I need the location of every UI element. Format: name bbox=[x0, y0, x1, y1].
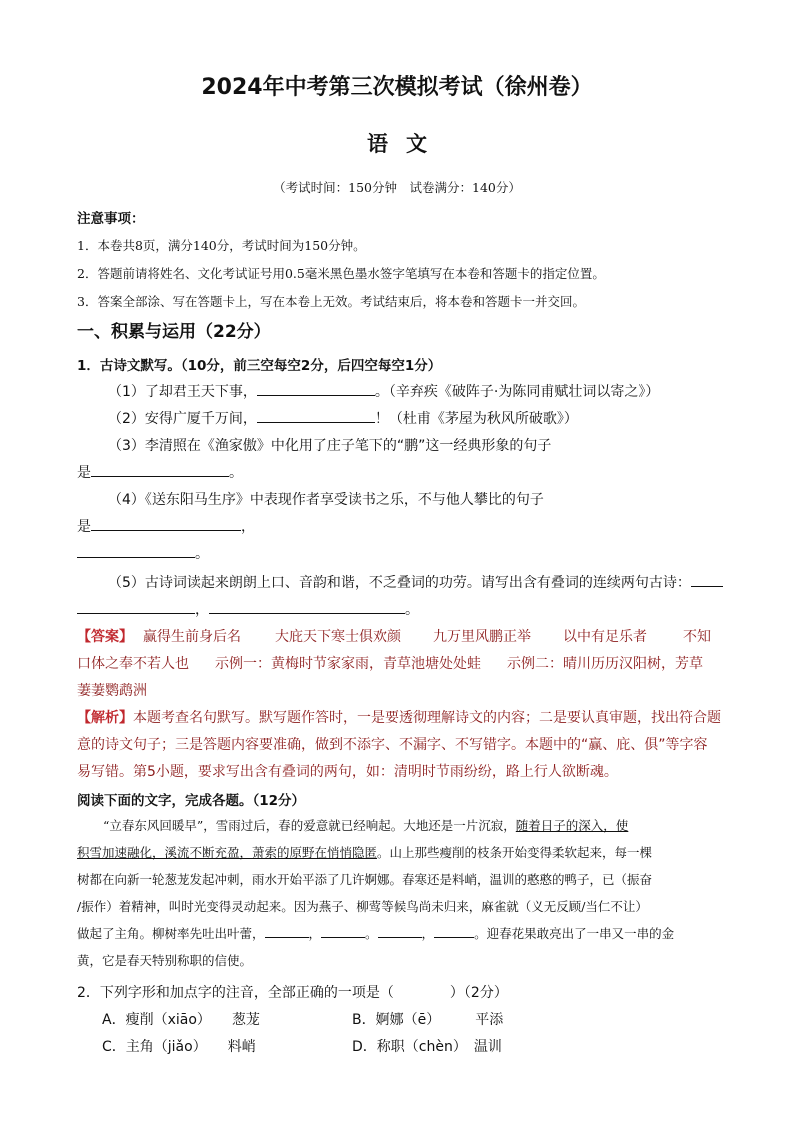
question-2-stem: 2．下列字形和加点字的注音，全部正确的一项是（ ）（2分） bbox=[77, 985, 508, 1001]
analysis-line-1: 【解析】本题考查名句默写。默写题作答时，一是要透彻理解诗文的内容；二是要认真审题，找出符合题 bbox=[77, 710, 721, 726]
answer-blank[interactable] bbox=[91, 462, 229, 477]
reading-passage: “立春东风回暖早”，雪雨过后，春的爱意就已经响起。大地还是一片沉寂，随着日子的深入，使 积雪加速融化，溪流不断充盈，萧索的原野在悄悄隐匿。山上那些瘦削的枝条开始变得柔软起来，每一棵 树都在向新一轮葱茏发起冲刺，雨水开始平添了几许婀娜。春寒还是料峭，温训的憨憨的鸭子，已（振奋 /振作）着精神，叫时光变得灵动起来。因为燕子、柳莺等候鸟尚未归来，麻雀就（义无反顾/当仁不让） 做起了主角。柳树率先吐出叶蕾， ， 。 ， 。迎春花果敢亮出了一串又一串的金 黄，它是春天特别称职的信使。 bbox=[77, 818, 675, 968]
section-heading: 一、积累与运用（22分） bbox=[77, 322, 271, 342]
q1-item-4-answer-2: 。 bbox=[77, 543, 209, 563]
option-b[interactable]: B．婀娜（ē） 平添 bbox=[352, 1012, 504, 1028]
fill-blank[interactable] bbox=[265, 923, 309, 938]
analysis-tag: 【解析】 bbox=[77, 710, 133, 726]
q1-item-2: （2）安得广厦千万间， ！（杜甫《茅屋为秋风所破歌》） bbox=[108, 408, 578, 428]
analysis-line-3: 易写错。第5小题，要求写出含有叠词的两句，如：清明时节雨纷纷，路上行人欲断魂。 bbox=[77, 764, 618, 780]
q1-item-3-answer: 是 。 bbox=[77, 462, 243, 482]
answer-line-3: 萋萋鹦鹉洲 bbox=[77, 683, 147, 699]
q1-item-3: （3）李清照在《渔家傲》中化用了庄子笔下的“鹏”这一经典形象的句子 bbox=[108, 438, 552, 454]
answer-blank[interactable] bbox=[257, 381, 375, 396]
answer-line-2: 口体之奉不若人也 示例一：黄梅时节家家雨，青草池塘处处蛙 示例二：晴川历历汉阳树，芳草 bbox=[77, 656, 703, 672]
underlined-sentence: 积雪加速融化，溪流不断充盈，萧索的原野在悄悄隐匿 bbox=[77, 845, 378, 860]
page-title: 2024年中考第三次模拟考试（徐州卷） bbox=[201, 75, 593, 100]
q1-item-5: （5）古诗词读起来朗朗上口、音韵和谐，不乏叠词的功劳。请写出含有叠词的连续两句古诗： bbox=[108, 572, 723, 592]
exam-info: （考试时间：150分钟 试卷满分：140分） bbox=[273, 180, 521, 195]
fill-blank[interactable] bbox=[434, 923, 474, 938]
notice-item: 1．本卷共8页，满分140分，考试时间为150分钟。 bbox=[77, 238, 366, 253]
answer-blank[interactable] bbox=[209, 599, 405, 614]
q1-item-4: （4）《送东阳马生序》中表现作者享受读书之乐，不与他人攀比的句子 bbox=[108, 492, 544, 508]
option-a[interactable]: A．瘦削（xiāo） 葱茏 bbox=[102, 1012, 260, 1028]
q1-item-4-answer: 是 ， bbox=[77, 516, 255, 536]
notice-item: 2．答题前请将姓名、文化考试证号用0.5毫米黑色墨水签字笔填写在本卷和答题卡的指定位置。 bbox=[77, 266, 605, 281]
option-c[interactable]: C．主角（jiǎo） 料峭 bbox=[102, 1039, 256, 1055]
q1-item-1: （1）了却君王天下事， 。（辛弃疾《破阵子·为陈同甫赋壮词以寄之》） bbox=[108, 381, 659, 401]
notice-title: 注意事项： bbox=[77, 211, 145, 227]
option-d[interactable]: D．称职（chèn） 温训 bbox=[352, 1039, 502, 1055]
answer-blank[interactable] bbox=[91, 516, 241, 531]
q1-item-5-answer: ， 。 bbox=[77, 599, 419, 619]
analysis-line-2: 意的诗文句子；三是答题内容要准确，做到不添字、不漏字、不写错字。本题中的“赢、庇、俱”等字容 bbox=[77, 737, 708, 753]
answer-line-1: 【答案】 赢得生前身后名 大庇天下寒士俱欢颜 九万里风鹏正举 以中有足乐者 不知 bbox=[77, 629, 711, 645]
answer-blank[interactable] bbox=[691, 572, 723, 587]
subject-title: 语文 bbox=[367, 132, 445, 156]
answer-blank[interactable] bbox=[77, 599, 195, 614]
fill-blank[interactable] bbox=[321, 923, 365, 938]
answer-blank[interactable] bbox=[257, 408, 375, 423]
notice-item: 3．答案全部涂、写在答题卡上，写在本卷上无效。考试结束后，将本卷和答题卡一并交回。 bbox=[77, 294, 585, 309]
answer-blank[interactable] bbox=[77, 543, 195, 558]
question-1-head: 1．古诗文默写。（10分，前三空每空2分，后四空每空1分） bbox=[77, 358, 442, 374]
answer-tag: 【答案】 bbox=[77, 629, 133, 645]
underlined-sentence: 随着日子的深入，使 bbox=[515, 818, 629, 833]
fill-blank[interactable] bbox=[378, 923, 422, 938]
reading-heading: 阅读下面的文字，完成各题。（12分） bbox=[77, 793, 306, 809]
